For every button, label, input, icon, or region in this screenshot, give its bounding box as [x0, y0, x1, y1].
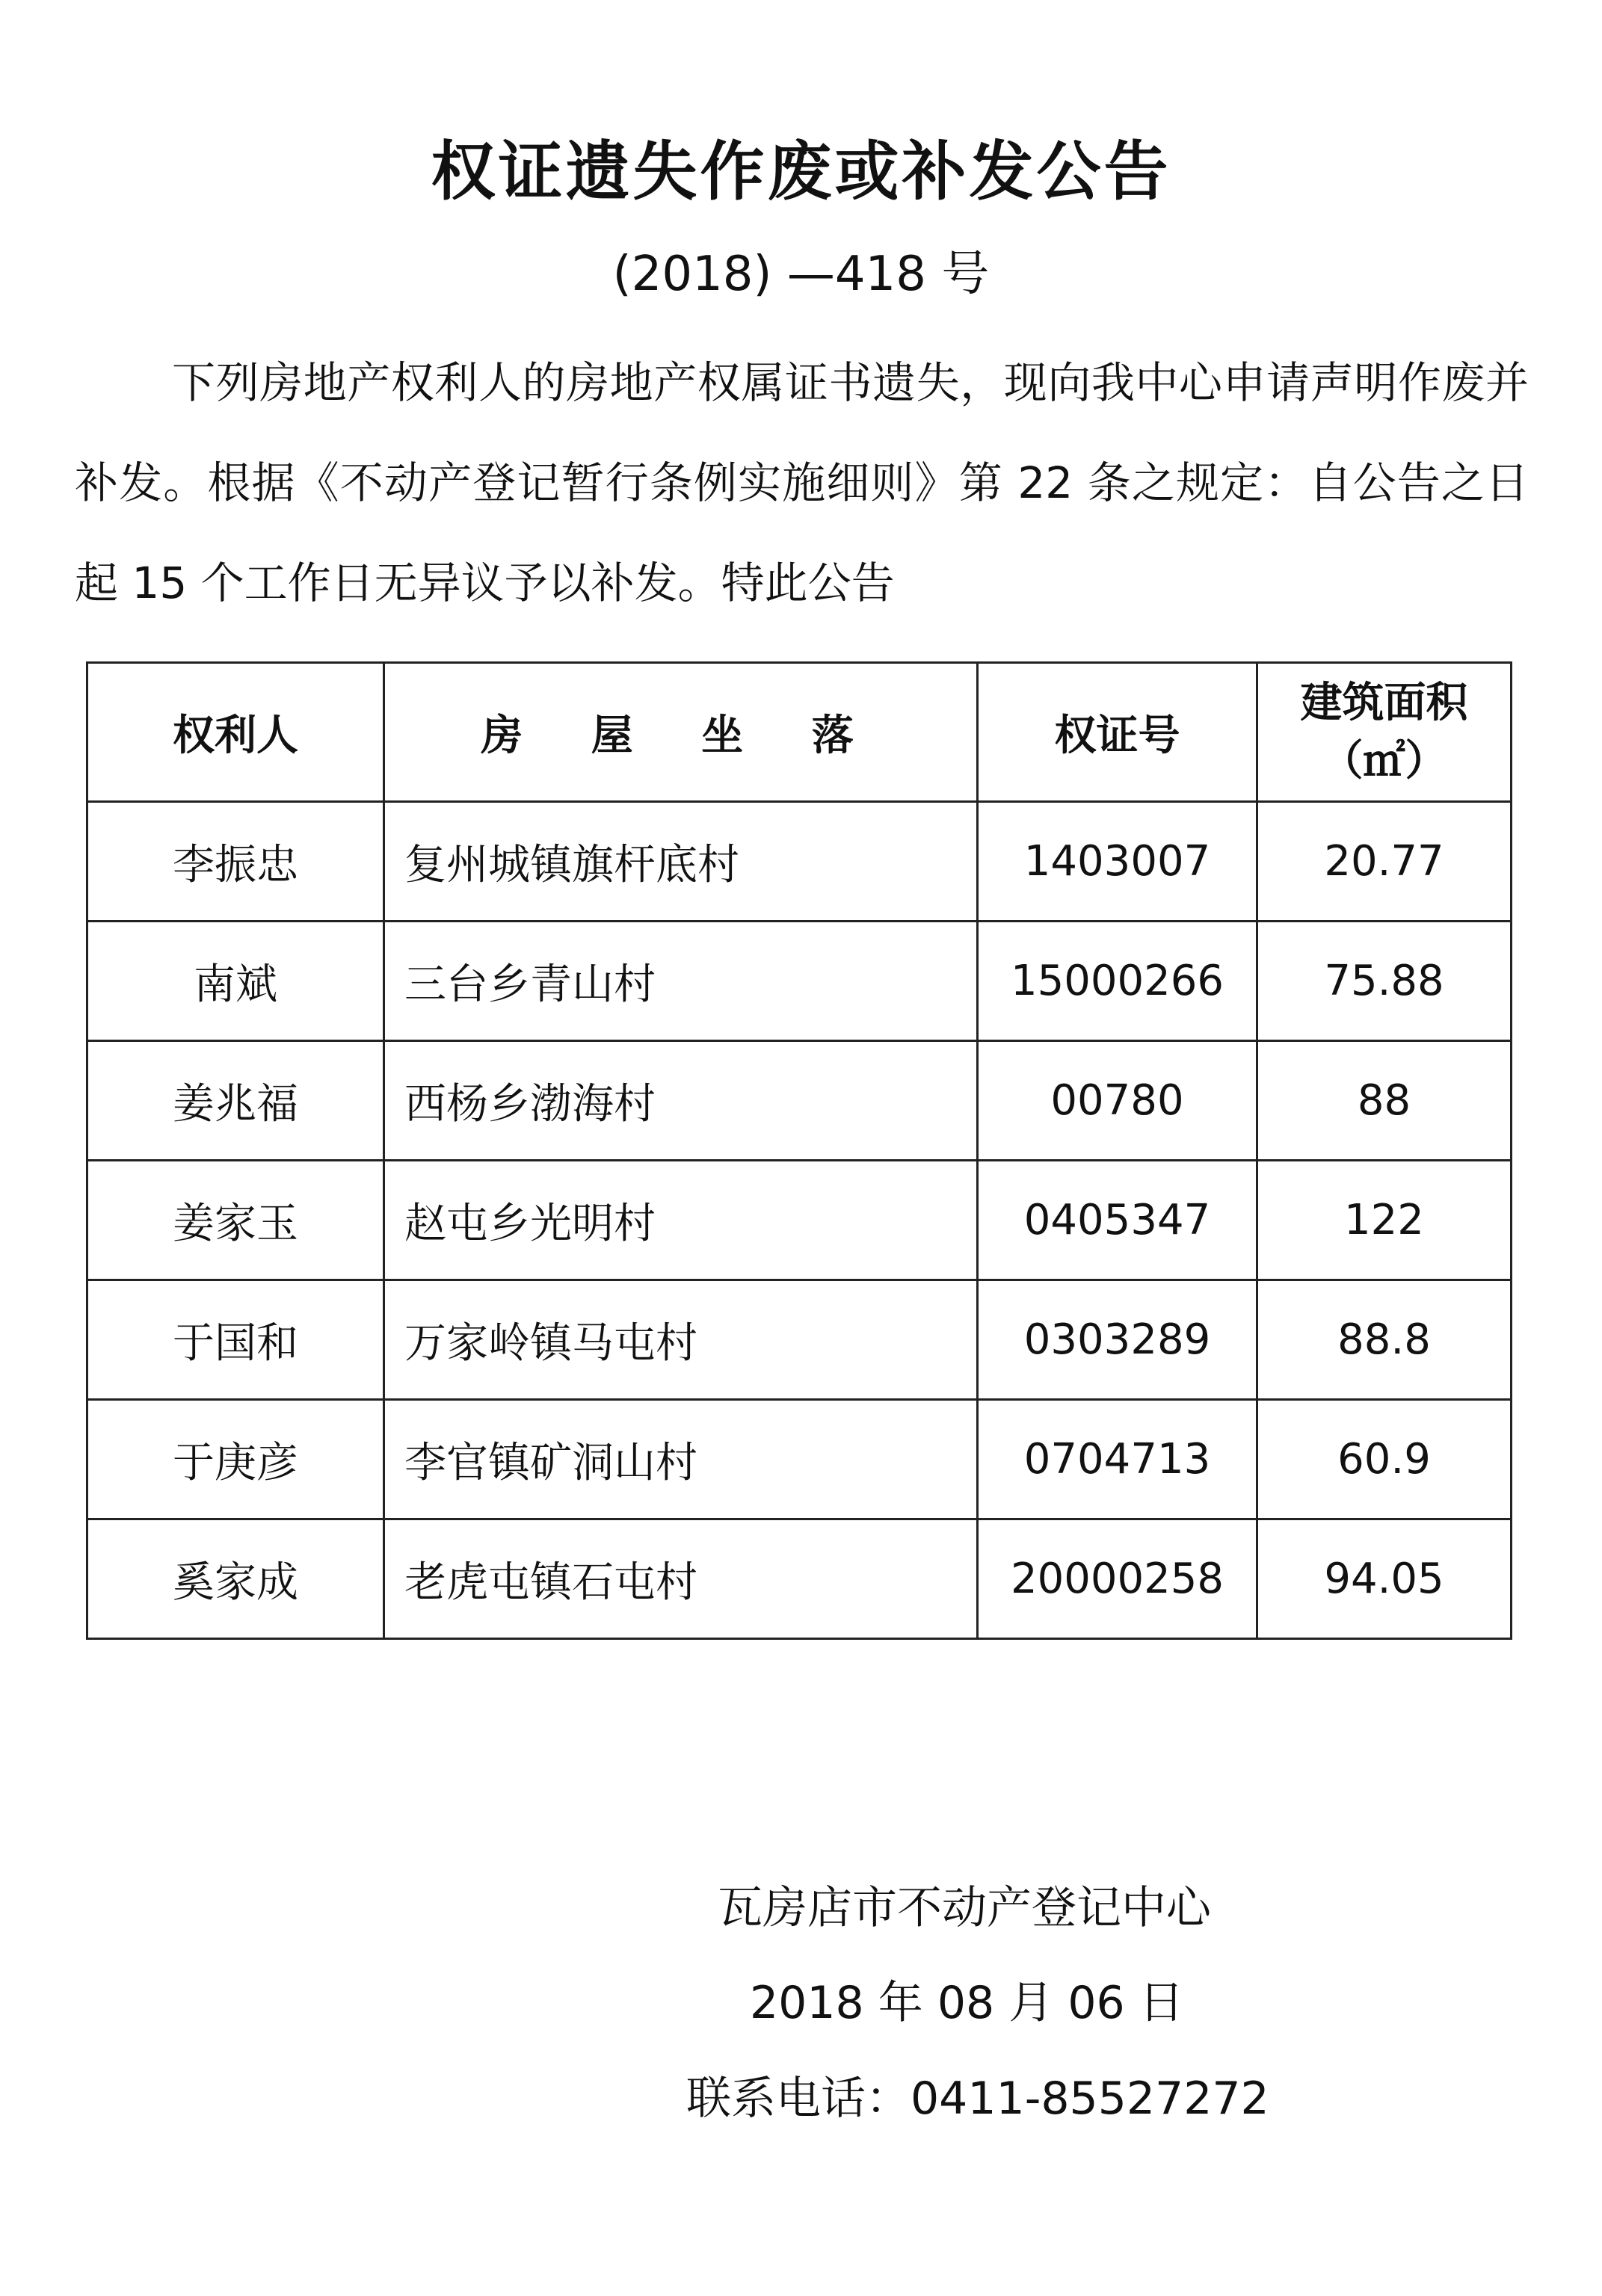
certificate-table — [86, 661, 1512, 1640]
cell-address: 万家岭镇马屯村 — [384, 1280, 978, 1400]
cell-cert-no: 20000258 — [978, 1519, 1257, 1639]
cell-owner: 于国和 — [87, 1280, 384, 1400]
header-address-label: 房 屋 坐 落 — [481, 711, 881, 760]
cell-owner: 奚家成 — [87, 1519, 384, 1639]
cell-address: 三台乡青山村 — [384, 922, 978, 1041]
table-row — [87, 802, 1512, 922]
cell-area: 88.8 — [1257, 1280, 1512, 1400]
cell-owner: 南斌 — [87, 922, 384, 1041]
cell-owner: 李振忠 — [87, 802, 384, 922]
issuing-organization: 瓦房店市不动产登记中心 — [718, 1882, 1211, 1934]
header-owner: 权利人 — [87, 663, 384, 802]
page-title: 权证遗失作废或补发公告 — [431, 135, 1171, 209]
cell-area: 88 — [1257, 1041, 1512, 1161]
cell-address: 李官镇矿洞山村 — [384, 1400, 978, 1519]
cell-area: 75.88 — [1257, 922, 1512, 1041]
cell-owner: 姜兆福 — [87, 1041, 384, 1161]
announcement-body: 下列房地产权利人的房地产权属证书遗失，现向我中心申请声明作废并补发。根据《不动产登记暂行条例实施细则》第 22 条之规定：自公告之日起 15 个工作日无异议予以补发。特此公告 — [75, 357, 1529, 608]
table-row — [87, 1041, 1512, 1161]
header-area-label: 建筑面积 — [1300, 678, 1468, 727]
issue-date: 2018 年 08 月 06 日 — [750, 1977, 1184, 2029]
cell-cert-no: 0303289 — [978, 1280, 1257, 1400]
cell-address: 老虎屯镇石屯村 — [384, 1519, 978, 1639]
cell-cert-no: 1403007 — [978, 802, 1257, 922]
cell-cert-no: 15000266 — [978, 922, 1257, 1041]
cell-owner: 于庚彦 — [87, 1400, 384, 1519]
cell-owner: 姜家玉 — [87, 1161, 384, 1280]
cell-cert-no: 00780 — [978, 1041, 1257, 1161]
cell-address: 复州城镇旗杆底村 — [384, 802, 978, 922]
table-row — [87, 922, 1512, 1041]
table-row — [87, 1280, 1512, 1400]
table-header-row — [87, 663, 1512, 802]
header-area-unit: （㎡） — [1321, 736, 1447, 786]
cell-cert-no: 0704713 — [978, 1400, 1257, 1519]
cell-area: 60.9 — [1257, 1400, 1512, 1519]
table-row — [87, 1161, 1512, 1280]
cell-area: 20.77 — [1257, 802, 1512, 922]
cell-address: 赵屯乡光明村 — [384, 1161, 978, 1280]
cell-area: 94.05 — [1257, 1519, 1512, 1639]
table-row — [87, 1400, 1512, 1519]
contact-phone: 联系电话：0411-85527272 — [686, 2073, 1269, 2125]
header-address — [384, 663, 978, 802]
document-number: (2018) —418 号 — [612, 247, 990, 302]
header-cert-no: 权证号 — [978, 663, 1257, 802]
cell-address: 西杨乡渤海村 — [384, 1041, 978, 1161]
cell-area: 122 — [1257, 1161, 1512, 1280]
table-row — [87, 1519, 1512, 1639]
header-area — [1257, 663, 1512, 802]
cell-cert-no: 0405347 — [978, 1161, 1257, 1280]
